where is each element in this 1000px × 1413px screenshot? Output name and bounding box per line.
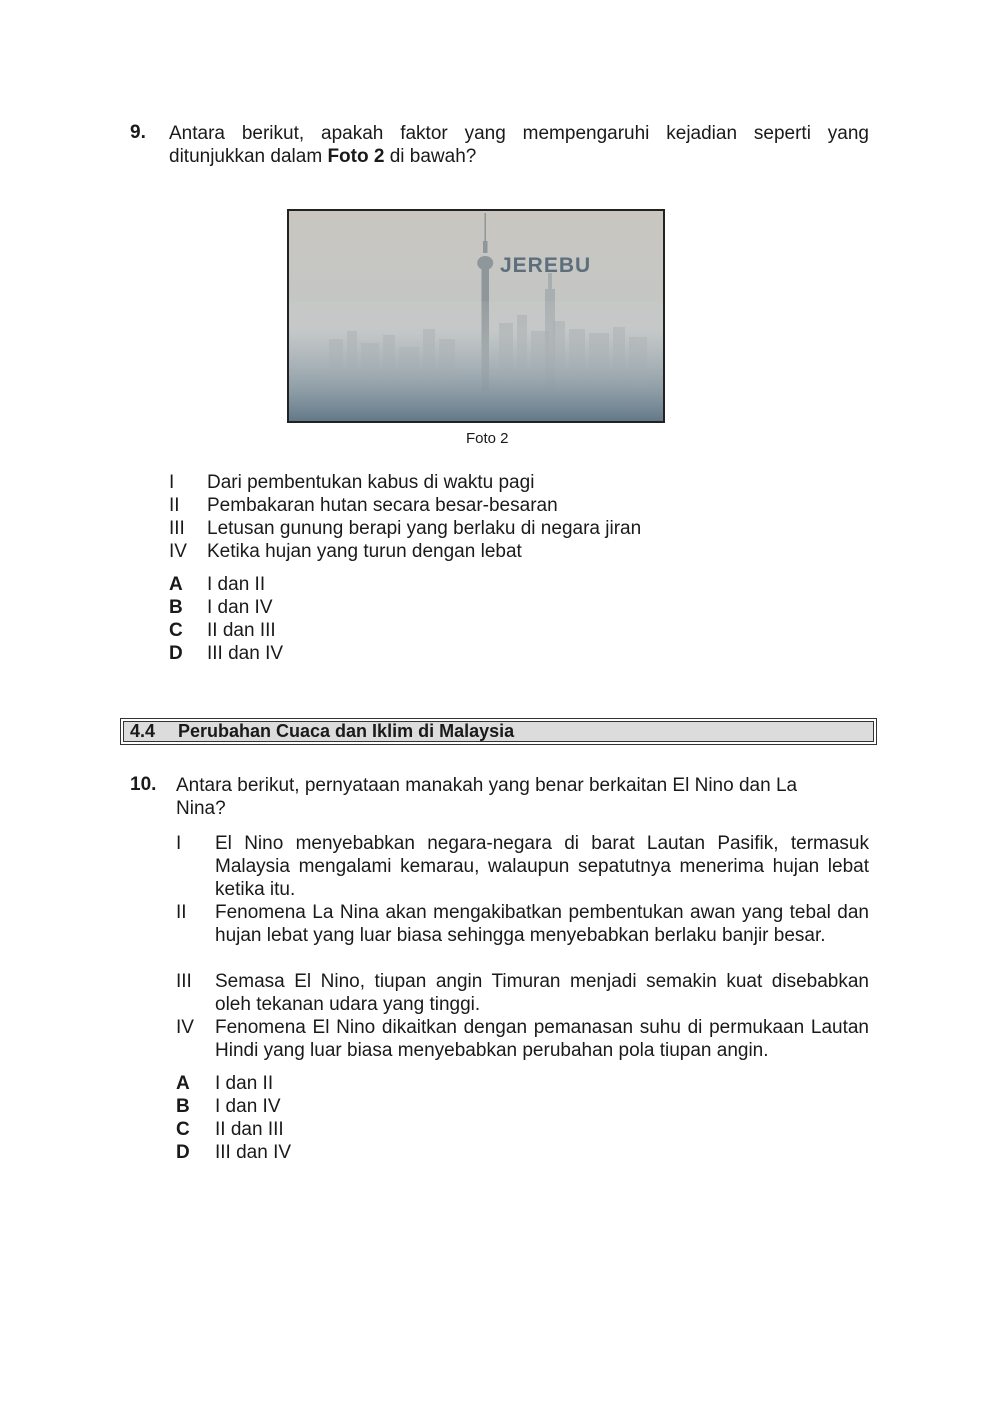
q9-option-letter: D — [169, 643, 183, 664]
q9-option-text: I dan II — [207, 574, 266, 595]
q9-statement-roman: III — [169, 518, 185, 539]
q10-option-text: I dan IV — [215, 1096, 281, 1117]
question-9-text-part1: Antara berikut, apakah faktor yang mempengaruhi kejadian seperti yang ditunjukkan dalam — [169, 123, 869, 167]
q10-option-letter: D — [176, 1142, 190, 1163]
q9-option-letter: B — [169, 597, 183, 618]
section-header-inner — [123, 721, 874, 742]
photo-label-jerebu: JEREBU — [500, 254, 592, 277]
q10-statement-text: Fenomena La Nina akan mengakibatkan pembentukan awan yang tebal dan hujan lebat yang luar biasa sehingga menyebabkan berlaku banjir besar. — [215, 902, 869, 946]
q9-statement-text: Letusan gunung berapi yang berlaku di negara jiran — [207, 518, 642, 539]
haze-photo-image — [289, 211, 663, 421]
q10-statement-roman: II — [176, 902, 187, 923]
question-9-text — [169, 122, 869, 168]
q9-statement-roman: II — [169, 495, 180, 516]
question-10-text: Antara berikut, pernyataan manakah yang benar berkaitan El Nino dan La Nina? — [176, 775, 798, 819]
q10-statement-roman: IV — [176, 1017, 194, 1038]
q10-option-letter: B — [176, 1096, 190, 1117]
q10-option-text: III dan IV — [215, 1142, 292, 1163]
q9-statement-roman: I — [169, 472, 175, 493]
question-9-text-part2: di bawah? — [384, 146, 477, 167]
q9-option-letter: C — [169, 620, 183, 641]
question-9-number: 9. — [130, 122, 146, 143]
q10-statement-text: El Nino menyebabkan negara-negara di barat Lautan Pasifik, termasuk Malaysia mengalami kemarau, walaupun sepatutnya menerima hujan lebat ketika itu. — [215, 833, 869, 900]
q9-option-letter: A — [169, 574, 183, 595]
q9-statement-text: Ketika hujan yang turun dengan lebat — [207, 541, 522, 562]
q9-option-text: I dan IV — [207, 597, 273, 618]
q9-option-text: III dan IV — [207, 643, 284, 664]
q10-statement-text: Semasa El Nino, tiupan angin Timuran menjadi semakin kuat disebabkan oleh tekanan udara yang tinggi. — [215, 971, 869, 1015]
q10-statement-roman: III — [176, 971, 192, 992]
q10-statement-roman: I — [176, 833, 182, 854]
q9-option-text: II dan III — [207, 620, 276, 641]
q9-statement-text: Dari pembentukan kabus di waktu pagi — [207, 472, 535, 493]
section-number: 4.4 — [130, 721, 156, 741]
q10-option-letter: A — [176, 1073, 190, 1094]
q9-statement-text: Pembakaran hutan secara besar-besaran — [207, 495, 558, 516]
section-title: Perubahan Cuaca dan Iklim di Malaysia — [178, 721, 515, 741]
photo-caption: Foto 2 — [466, 430, 509, 447]
q10-option-text: II dan III — [215, 1119, 284, 1140]
q10-option-text: I dan II — [215, 1073, 274, 1094]
q10-option-letter: C — [176, 1119, 190, 1140]
q10-statement-text: Fenomena El Nino dikaitkan dengan pemanasan suhu di permukaan Lautan Hindi yang luar biasa menyebabkan perubahan pola tiupan angin. — [215, 1017, 869, 1061]
question-9-text-bold: Foto 2 — [327, 146, 385, 167]
section-header — [120, 718, 877, 745]
q9-statement-roman: IV — [169, 541, 187, 562]
haze-photo — [287, 209, 665, 423]
question-10-number: 10. — [130, 774, 157, 795]
